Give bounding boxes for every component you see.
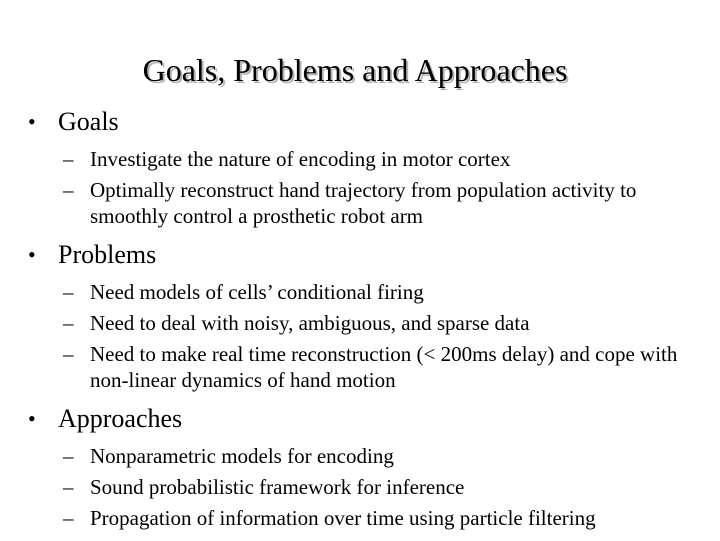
sub-list-approaches — [28, 443, 698, 531]
bullet-approaches — [28, 403, 698, 435]
dash-icon: – — [63, 311, 74, 335]
sub-item — [28, 146, 698, 172]
dash-icon: – — [63, 178, 74, 202]
bullet-problems — [28, 239, 698, 271]
dash-icon: – — [63, 475, 74, 499]
sub-item-text: Need to deal with noisy, ambiguous, and sparse data — [90, 311, 530, 335]
sub-item-text: Investigate the nature of encoding in motor cortex — [90, 147, 511, 171]
dash-icon: – — [63, 147, 74, 171]
sub-list-problems — [28, 279, 698, 393]
sub-item-text: Nonparametric models for encoding — [90, 444, 394, 468]
sub-item-text: Propagation of information over time using particle filtering — [90, 506, 596, 530]
sub-item-text: Sound probabilistic framework for inference — [90, 475, 465, 499]
sub-list-goals — [28, 146, 698, 229]
dash-icon: – — [63, 280, 74, 304]
bullet-heading: Goals — [58, 107, 119, 136]
sub-item — [28, 310, 698, 336]
sub-item-text: Need models of cells’ conditional firing — [90, 280, 424, 304]
slide-title: Goals, Problems and Approaches — [142, 52, 568, 88]
sub-item — [28, 505, 698, 531]
sub-item-text: Need to make real time reconstruction (< 200ms delay) and cope with non-linear dynamics of hand motion — [90, 342, 678, 392]
bullet-dot-icon: • — [28, 109, 36, 134]
sub-item — [28, 279, 698, 305]
slide-content — [28, 106, 698, 541]
dash-icon: – — [63, 506, 74, 530]
sub-item — [28, 177, 698, 229]
bullet-dot-icon: • — [28, 242, 36, 267]
sub-item — [28, 341, 698, 393]
sub-item — [28, 443, 698, 469]
bullet-goals — [28, 106, 698, 138]
sub-item — [28, 474, 698, 500]
dash-icon: – — [63, 342, 74, 366]
bullet-heading: Problems — [58, 240, 157, 269]
sub-item-text: Optimally reconstruct hand trajectory from population activity to smoothly control a prosthetic robot arm — [90, 178, 637, 228]
bullet-heading: Approaches — [58, 404, 183, 433]
bullet-dot-icon: • — [28, 406, 36, 431]
dash-icon: – — [63, 444, 74, 468]
